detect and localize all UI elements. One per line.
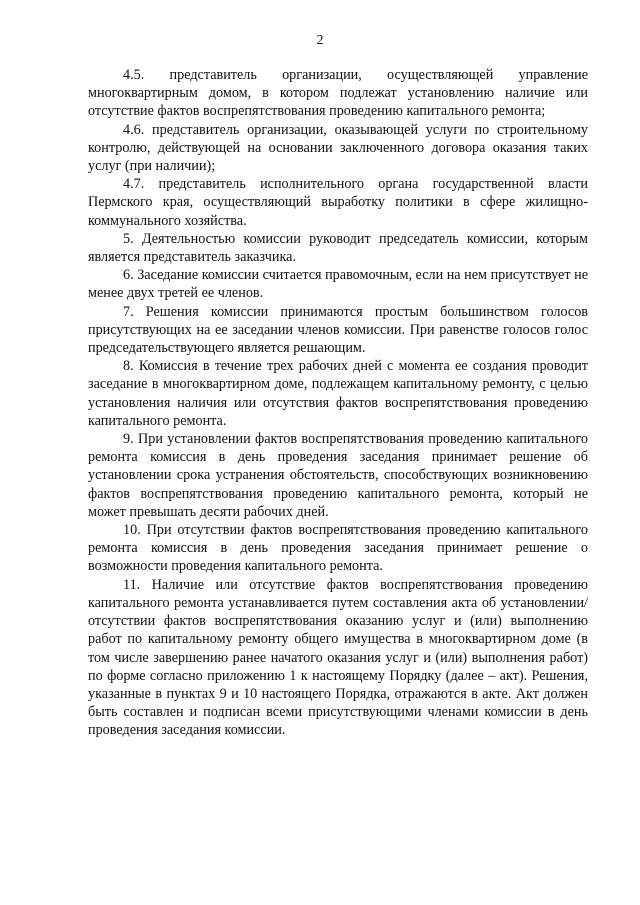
- paragraph-10: 10. При отсутствии фактов воспрепятствования проведению капитального ремонта комиссия в день проведения заседания принимает решение о возможности проведения капитального ремонта.: [88, 522, 588, 575]
- paragraph-9: 9. При установлении фактов воспрепятствования проведению капитального ремонта комиссия в день проведения заседания принимает решение об установлении срока устранения обстоятельств, способствующих возникновению фактов воспрепятствования проведению капитального ремонта, который не может превышать десяти рабочих дней.: [88, 431, 588, 520]
- paragraph-7: 7. Решения комиссии принимаются простым большинством голосов присутствующих на ее заседании членов комиссии. При равенстве голосов голос председательствующего является решающим.: [88, 303, 588, 357]
- paragraph-8: 8. Комиссия в течение трех рабочих дней с момента ее создания проводит заседание в многоквартирном доме, подлежащем капитальному ремонту, с целью установления наличия или отсутствия фактов воспрепятствования проведению капитального ремонта.: [88, 358, 588, 429]
- paragraph-4-5: 4.5. представитель организации, осуществляющей управление многоквартирным домом, в котором подлежат установлению наличие или отсутствие фактов воспрепятствования проведению капитального ремонта;: [88, 67, 588, 120]
- paragraph-4-6: 4.6. представитель организации, оказывающей услуги по строительному контролю, действующей на основании заключенного договора оказания таких услуг (при наличии);: [88, 121, 588, 175]
- paragraph-11: 11. Наличие или отсутствие фактов воспрепятствования проведению капитального ремонта устанавливается путем составления акта об установлении/отсутствии фактов воспрепятствования оказанию услуг и (или) выполнению работ по капитальному ремонту общего имущества в многоквартирном доме (в том числе завершению ранее начатого оказания услуг и (или) выполнения работ) по форме согласно приложению 1 к настоящему Порядку (далее – акт). Решения, указанные в пунктах 9 и 10 настоящего Порядка, отражаются в акте. Акт должен быть составлен и подписан всеми присутствующими членами комиссии в день проведения заседания комиссии.: [88, 576, 588, 739]
- paragraph-6: 6. Заседание комиссии считается правомочным, если на нем присутствует не менее двух третей ее членов.: [88, 267, 588, 302]
- document-body: [88, 66, 588, 740]
- paragraph-4-7: 4.7. представитель исполнительного органа государственной власти Пермского края, осуществляющий выработку политики в сфере жилищно-коммунального хозяйства.: [88, 176, 588, 229]
- page-number: 2: [316, 33, 324, 48]
- paragraph-5: 5. Деятельностью комиссии руководит председатель комиссии, которым является представитель заказчика.: [88, 230, 588, 266]
